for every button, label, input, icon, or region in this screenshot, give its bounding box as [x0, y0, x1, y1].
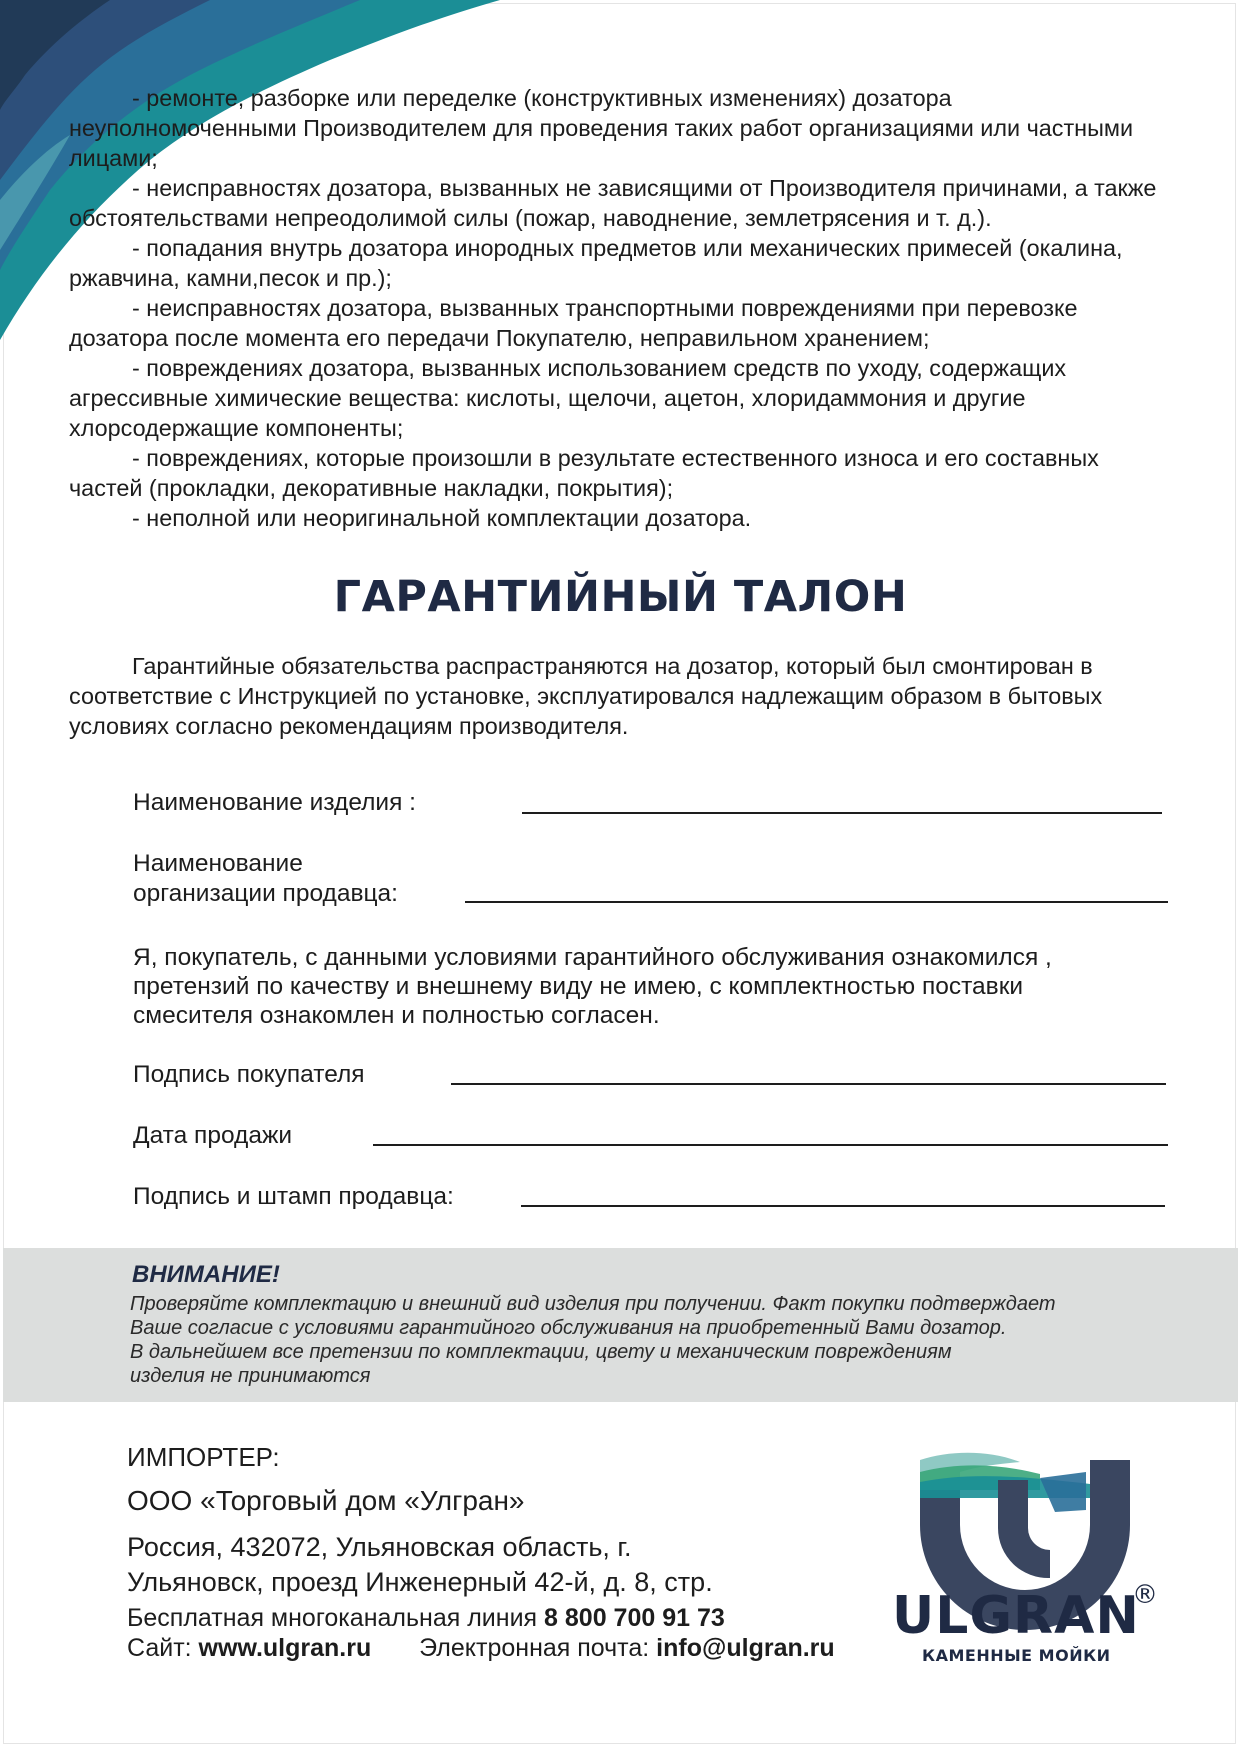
attention-title: ВНИМАНИЕ!	[132, 1261, 280, 1288]
hotline-label: Бесплатная многоканальная линия	[127, 1604, 545, 1632]
attention-line: Ваше согласие с условиями гарантийного обслуживания на приобретенный Вами дозатор.	[130, 1317, 1007, 1339]
email-label: Электронная почта:	[419, 1634, 657, 1662]
attention-line: изделия не принимаются	[130, 1365, 371, 1387]
condition-item: - попадания внутрь дозатора инородных предметов или механических примесей (окалина, ржавчина, камни,песок и пр.);	[69, 235, 1123, 291]
seller-org-line[interactable]	[465, 901, 1168, 903]
logo-tagline: КАМЕННЫЕ МОЙКИ	[922, 1646, 1111, 1665]
condition-item: - ремонте, разборке или переделке (конструктивных изменениях) дозатора неуполномоченными Производителем для проведения таких работ организациями или частными лицами;	[69, 85, 1134, 171]
importer-label: ИМПОРТЕР:	[127, 1442, 280, 1472]
buyer-signature-label: Подпись покупателя	[133, 1061, 365, 1088]
registered-mark: ®	[1132, 1580, 1158, 1610]
warranty-intro: Гарантийные обязательства распрастраняются на дозатор, который был смонтирован в соответствие с Инструкцией по установке, эксплуатировался надлежащим образом в бытовых условиях согласно рекомендациям производителя.	[69, 653, 1103, 739]
importer-hotline	[127, 1604, 725, 1633]
site-label: Сайт:	[127, 1634, 199, 1662]
hotline-number[interactable]: 8 800 700 91 73	[544, 1604, 725, 1632]
condition-item: - неполной или неоригинальной комплектации дозатора.	[132, 505, 752, 531]
address-line: Ульяновск, проезд Инженерный 42-й, д. 8, стр.	[127, 1567, 713, 1597]
sale-date-label: Дата продажи	[133, 1122, 293, 1149]
attention-line: Проверяйте комплектацию и внешний вид изделия при получении. Факт покупки подтверждает	[130, 1293, 1056, 1315]
seller-org-label-line1: Наименование	[133, 850, 303, 877]
seller-org-label-line2: организации продавца:	[133, 880, 398, 907]
condition-item: - повреждениях дозатора, вызванных использованием средств по уходу, содержащих агрессивные химические вещества: кислоты, щелочи, ацетон, хлоридаммония и другие хлорсодержащие компоненты;	[69, 355, 1067, 441]
buyer-consent-text: Я, покупатель, с данными условиями гарантийного обслуживания ознакомился , претензий по качеству и внешнему виду не имею, с комплектностью поставки смесителя ознакомлен и полностью согласен.	[133, 944, 1052, 1029]
attention-text	[130, 1292, 1150, 1388]
attention-line: В дальнейшем все претензии по комплектации, цвету и механическим повреждениям	[130, 1341, 952, 1363]
importer-contacts	[127, 1634, 835, 1663]
sale-date-line[interactable]	[373, 1144, 1168, 1146]
address-line: Россия, 432072, Ульяновская область, г.	[127, 1532, 632, 1562]
importer-address	[127, 1530, 827, 1600]
email-link[interactable]: info@ulgran.ru	[656, 1634, 835, 1662]
condition-item: - повреждениях, которые произошли в результате естественного износа и его составных частей (прокладки, декоративные накладки, покрытия);	[69, 445, 1099, 501]
product-name-label: Наименование изделия :	[133, 789, 416, 816]
product-name-line[interactable]	[522, 812, 1162, 814]
buyer-signature-line[interactable]	[451, 1083, 1166, 1085]
importer-company: ООО «Торговый дом «Улгран»	[127, 1485, 525, 1516]
seller-signature-label: Подпись и штамп продавца:	[133, 1183, 454, 1210]
exclusion-conditions	[69, 83, 1169, 533]
seller-signature-line[interactable]	[521, 1205, 1165, 1207]
site-link[interactable]: www.ulgran.ru	[198, 1634, 372, 1662]
condition-item: - неисправностях дозатора, вызванных не зависящими от Производителя причинами, а также обстоятельствами непреодолимой силы (пожар, наводнение, землетрясения и т. д.).	[69, 175, 1157, 231]
logo-wordmark: ULGRAN	[892, 1586, 1140, 1646]
warranty-title: ГАРАНТИЙНЫЙ ТАЛОН	[333, 572, 908, 622]
condition-item: - неисправностях дозатора, вызванных транспортными повреждениями при перевозке дозатора после момента его передачи Покупателю, неправильном хранением;	[69, 295, 1078, 351]
